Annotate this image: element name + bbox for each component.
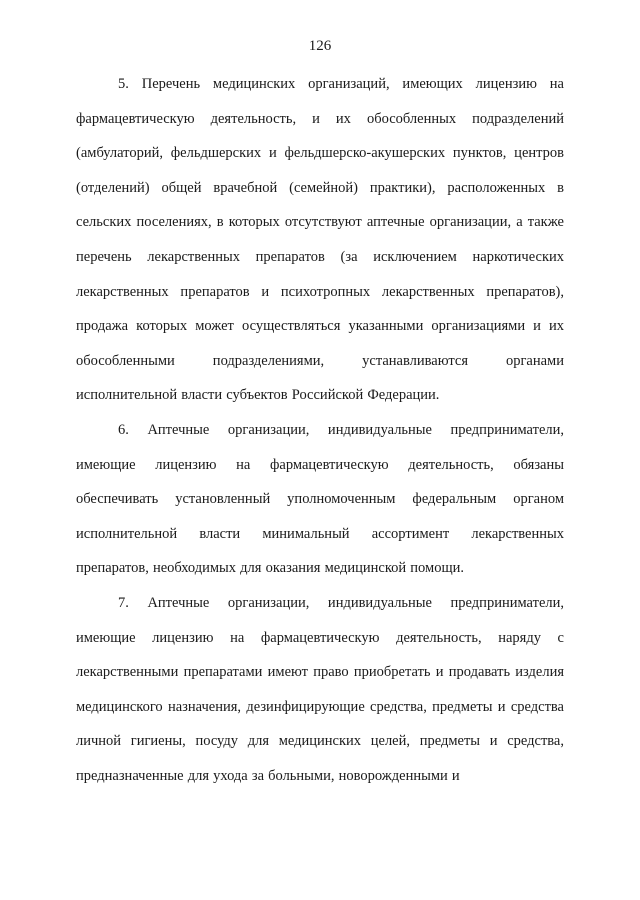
paragraph-7: 7. Аптечные организации, индивидуальные предприниматели, имеющие лицензию на фармацевтическую деятельность, наряду с лекарственными препаратами имеют право приобретать и продавать изделия медицинского назначения, дезинфицирующие средства, предметы и средства личной гигиены, посуду для медицинских целей, предметы и средства, предназначенные для ухода за больными, новорожденными и: [76, 595, 564, 784]
paragraph-5: 5. Перечень медицинских организаций, имеющих лицензию на фармацевтическую деятельность, и их обособленных подразделений (амбулаторий, фельдшерских и фельдшерско-акушерских пунктов, центров (отделений) общей врачебной (семейной) практики), расположенных в сельских поселениях, в которых отсутствуют аптечные организации, а также перечень лекарственных препаратов (за исключением наркотических лекарственных препаратов и психотропных лекарственных препаратов), продажа которых может осуществляться указанными организациями и их обособленными подразделениями, устанавливаются органами исполнительной власти субъектов Российской Федерации.: [76, 76, 564, 404]
page-number: 126: [308, 38, 332, 54]
paragraph-6: 6. Аптечные организации, индивидуальные предприниматели, имеющие лицензию на фармацевтическую деятельность, обязаны обеспечивать установленный уполномоченным федеральным органом исполнительной власти минимальный ассортимент лекарственных препаратов, необходимых для оказания медицинской помощи.: [76, 422, 564, 577]
